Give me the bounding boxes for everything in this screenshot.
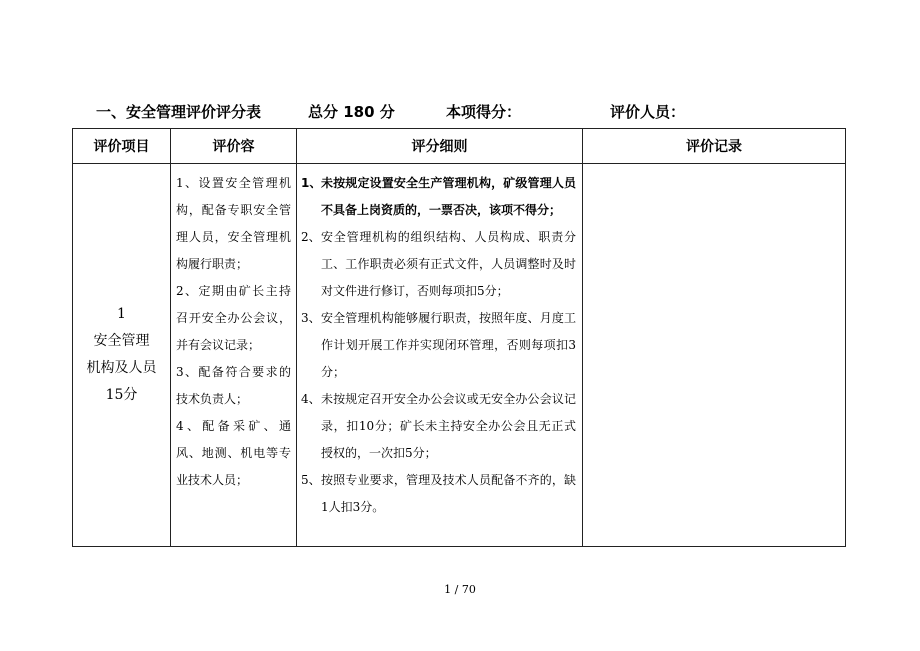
item-number: 1: [117, 306, 126, 322]
rule-entry: [301, 305, 576, 386]
table-header-row: [73, 129, 846, 164]
item-score-label: 本项得分：: [446, 103, 522, 121]
item-name-line2: 机构及人员: [86, 360, 157, 376]
column-header-item: 评价项目: [73, 129, 171, 164]
scoring-rules-cell: [297, 164, 583, 547]
rule-text: 安全管理机构能够履行职责，按照年度、月度工作计划开展工作并实现闭环管理，否则每项扣3分；: [321, 311, 576, 379]
rule-number: 5、: [301, 473, 321, 487]
total-score: 总分 180 分: [308, 103, 395, 121]
rule-text: 未按规定召开安全办公会议或无安全办公会议记录，扣10分；矿长未主持安全办公会且无正式授权的，一次扣5分；: [321, 392, 576, 460]
rule-number: 1、: [301, 176, 322, 190]
rule-text: 安全管理机构的组织结构、人员构成、职责分工、工作职责必须有正式文件，人员调整时及时对文件进行修订，否则每项扣5分；: [321, 230, 576, 298]
rule-number: 3、: [301, 311, 321, 325]
evaluation-item-cell: [73, 164, 171, 547]
content-entry: 3、配备符合要求的技术负责人；: [176, 365, 291, 406]
content-entry: 2、定期由矿长主持召开安全办公会议，并有会议记录；: [176, 284, 291, 352]
table-row: [73, 164, 846, 547]
evaluation-record-cell[interactable]: [583, 164, 846, 547]
rater-label: 评价人员：: [610, 103, 686, 121]
item-name-line1: 安全管理: [93, 333, 150, 349]
column-header-content: 评价容: [171, 129, 297, 164]
rule-number: 4、: [301, 392, 321, 406]
rule-number: 2、: [301, 230, 321, 244]
column-header-rules: 评分细则: [297, 129, 583, 164]
rule-entry: [301, 224, 576, 305]
page-number: 1 / 70: [444, 583, 476, 596]
item-points: 15分: [105, 387, 138, 403]
rule-entry: [301, 467, 576, 521]
rule-text: 按照专业要求，管理及技术人员配备不齐的，缺1人扣3分。: [321, 473, 576, 514]
column-header-record: 评价记录: [583, 129, 846, 164]
evaluation-table: [72, 128, 846, 547]
rule-entry: [301, 170, 576, 224]
section-title: 一、安全管理评价评分表: [96, 103, 262, 121]
rule-entry: [301, 386, 576, 467]
rule-text: 未按规定设置安全生产管理机构，矿级管理人员不具备上岗资质的，一票否决，该项不得分；: [321, 176, 576, 217]
content-entry: 4、配备采矿、通风、地测、机电等专业技术人员；: [176, 419, 291, 487]
evaluation-content-cell: [171, 164, 297, 547]
content-entry: 1、设置安全管理机构，配备专职安全管理人员，安全管理机构履行职责；: [176, 176, 291, 271]
